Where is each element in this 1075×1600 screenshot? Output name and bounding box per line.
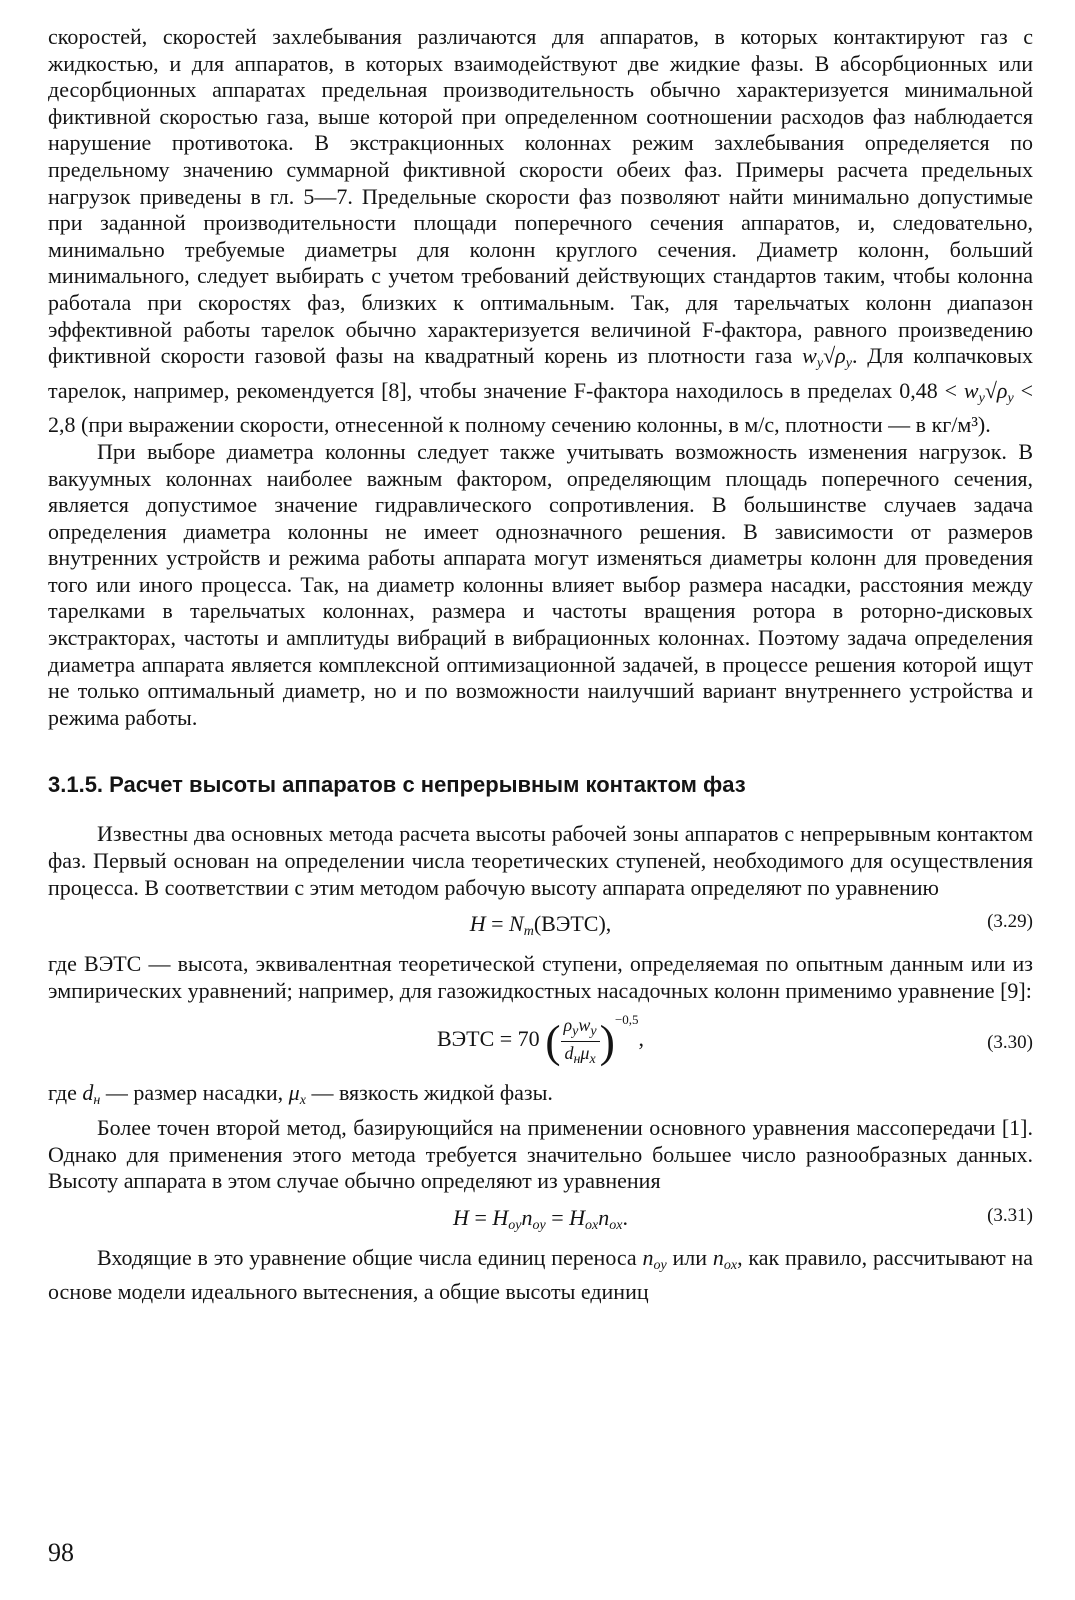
equation-3-30-number: (3.30) [987,1032,1033,1054]
inline-formula-f-factor-range: $w_y√\rho_y$ [963,377,1014,406]
equation-3-29-formula: $H = N_т(ВЭТС)$, [469,911,612,940]
equation-3-30-fraction: $\frac{\rho_yw_y}{d_н\mu_x}$ [561,1015,600,1068]
paragraph-5: где $d_н$ — размер насадки, $\mu_x$ — вязкость жидкой фазы. [48,1080,553,1109]
equation-3-29 [48,907,1033,943]
inline-formula-f-factor: $w_y√\rho_y$ [802,343,852,372]
paragraph-7: Входящие в это уравнение общие числа единиц переноса $n_{oy}$ или $n_{ox}$, как правило, рассчитывают на основе модели идеального вытеснения, а общие высоты единиц [48,1244,1034,1305]
equation-3-31-formula: $H = H_{oy}n_{oy} = H_{ox}n_{ox}$. [453,1204,628,1233]
equation-3-29-number: (3.29) [987,911,1033,933]
paragraph-1: скоростей, скоростей захлебывания различаются для аппаратов, в которых контактируют газ с жидкостью, и для аппаратов, в которых взаимодействуют две жидкие фазы. В абсорбционных или десорбционных аппаратах предельная производительность обычно характеризуется минимальной фиктивной скоростью газа, выше которой при определенном соотношении расходов фаз наблюдается нарушение противотока. В экстракционных колоннах режим захлебывания определяется по предельному значению суммарной фиктивной скорости обеих фаз. Примеры расчета предельных нагрузок приведены в гл. 5—7. Предельные скорости фаз позволяют найти минимально допустимые при заданной производительности площади поперечного сечения аппаратов, и, следовательно, минимально требуемые диаметры для колонн круглого сечения. Диаметр колонн, больший минимального, следует выбирать с учетом требований действующих стандартов таким, чтобы колонна работала при скоростях фаз, близких к оптимальным. Так, для тарельчатых колонн диапазон эффективной работы тарелок обычно характеризуется величиной F-фактора, равного произведению фиктивной скорости газовой фазы на квадратный корень из плотности газа $w_y√\rho_y$. Для колпачковых тарелок, например, рекомендуется [8], чтобы значение F-фактора находилось в пределах $0,48 < w_y√\rho_y < 2,8$ (при выражении скорости, отнесенной к полному сечению колонны, в м/с, плотности — в кг/м³). [48,24,1034,438]
equation-3-30-formula: ВЭТС = 70 ( $\frac{\rho_yw_y}{d_н\mu_x}$ )$^{-0,5}$, [436,1012,645,1067]
paragraph-2: При выборе диаметра колонны следует также учитывать возможность изменения нагрузок. В вакуумных колоннах наиболее важным фактором, определяющим площадь поперечного сечения, является допустимое значение гидравлического сопротивления. В большинстве случаев задача определения диаметра колонны не имеет однозначного решения. В зависимости от размеров внутренних устройств и режима работы аппарата могут изменяться диаметры колонн для проведения того или иного процесса. Так, на диаметр колонны влияет выбор размера насадки, расстояния между тарелками в тарельчатых колоннах, размера и частоты вращения ротора в роторно-дисковых экстракторах, частоты и амплитуды вибраций в вибрационных колоннах. Поэтому задача определения диаметра аппарата является комплексной оптимизационной задачей, в процессе решения которой ищут не только оптимальный диаметр, но и по возможности наилучший вариант внутреннего устройства и режима работы. [48,438,1033,730]
paragraph-6: Более точен второй метод, базирующийся на применении основного уравнения массопередачи [1]. Однако для применения этого метода требуется значительно большее число разнообразных данных. Высоту аппарата в этом случае обычно определяют из уравнения [48,1115,1033,1194]
paragraph-4: где ВЭТС — высота, эквивалентная теоретической ступени, определяемая по опытным данным или из эмпирических уравнений; например, для газожидкостных насадочных колонн применимо уравнение [9]: [48,951,1033,1003]
equation-3-31 [48,1201,1033,1237]
equation-3-30 [48,1008,1033,1074]
page-number: 98 [48,1538,74,1567]
section-heading: 3.1.5. Расчет высоты аппаратов с непрерывным контактом фаз [48,772,746,798]
paragraph-3: Известны два основных метода расчета высоты рабочей зоны аппаратов с непрерывным контактом фаз. Первый основан на определении числа теоретических ступеней, необходимого для осуществления процесса. В соответствии с этим методом рабочую высоту аппарата определяют по уравнению [48,821,1033,900]
equation-3-31-number: (3.31) [987,1204,1033,1226]
